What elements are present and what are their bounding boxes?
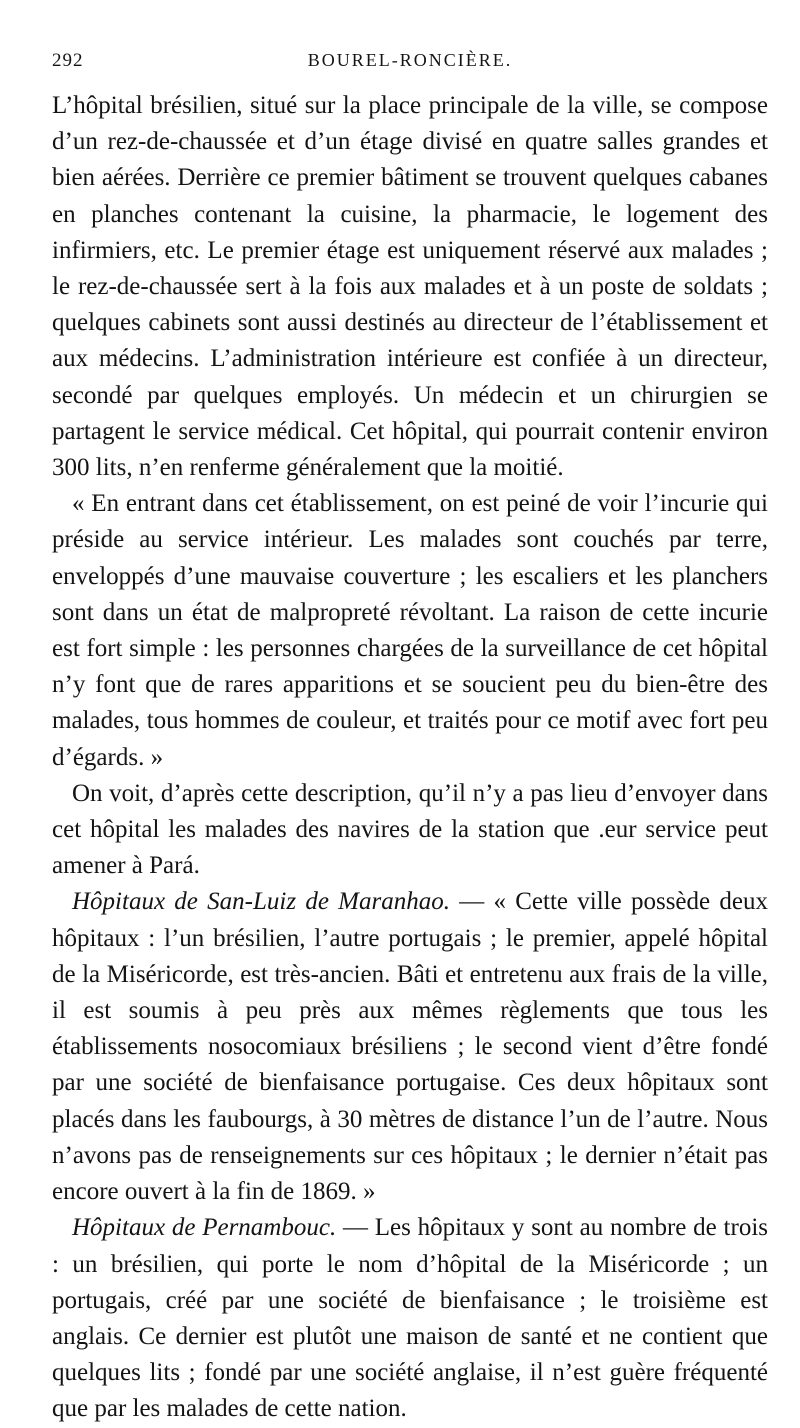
body-text (52, 88, 768, 1428)
paragraph (52, 88, 768, 486)
paragraph (52, 1210, 768, 1427)
paragraph-text: « En entrant dans cet établissement, on est peiné de voir l’incurie qui préside au service intérieur. Les malades sont couchés par terre, enveloppés d’une mauvaise couverture ; les escaliers et les planchers sont dans un état de malpropreté révoltant. La raison de cette incurie est fort simple : les personnes chargées de la surveillance de cet hôpital n’y font que de rares apparitions et se soucient peu du bien-être des malades, tous hommes de couleur, et traités pour ce motif avec fort peu d’égards. » (52, 490, 768, 771)
paragraph (52, 486, 768, 776)
paragraph-text: — « Cette ville possède deux hôpitaux : l’un brésilien, l’autre portugais ; le premier, appelé hôpital de la Miséricorde, est très-ancien. Bâti et entretenu aux frais de la ville, il est soumis à peu près aux mêmes règlements que tous les établissements nosocomiaux brésiliens ; le second vient d’être fondé par une société de bienfaisance portugaise. Ces deux hôpitaux sont placés dans les faubourgs, à 30 mètres de distance l’un de l’autre. Nous n’avons pas de renseignements sur ces hôpitaux ; le dernier n’était pas encore ouvert à la fin de 1869. » (52, 888, 768, 1206)
page-number: 292 (52, 50, 84, 71)
page-header (52, 50, 768, 78)
paragraph-text: L’hôpital brésilien, situé sur la place principale de la ville, se compose d’un rez-de-chaussée et d’un étage divisé en quatre salles grandes et bien aérées. Derrière ce premier bâtiment se trouvent quelques cabanes en planches contenant la cuisine, la pharmacie, le logement des infirmiers, etc. Le premier étage est uniquement réservé aux malades ; le rez-de-chaussée sert à la fois aux malades et à un poste de soldats ; quelques cabinets sont aussi destinés au directeur de l’établissement et aux médecins. L’administration intérieure est confiée à un directeur, secondé par quelques employés. Un médecin et un chirurgien se partagent le service médical. Cet hôpital, qui pourrait contenir environ 300 lits, n’en renferme généralement que la moitié. (52, 92, 768, 482)
paragraph-text: — Les hôpitaux y sont au nombre de trois : un brésilien, qui porte le nom d’hôpital de la Miséricorde ; un portugais, créé par une société de bienfaisance ; le troisième est anglais. Ce dernier est plutôt une maison de santé et ne contient que quelques lits ; fondé par une société anglaise, il n’est guère fréquenté que par les malades de cette nation. (52, 1214, 768, 1423)
paragraph (52, 884, 768, 1210)
section-heading: Hôpitaux de Pernambouc. (72, 1214, 337, 1242)
section-heading: Hôpitaux de San-Luiz de Maranhao. (72, 888, 450, 916)
running-title: BOUREL-RONCIÈRE. (307, 50, 513, 70)
paragraph-text: On voit, d’après cette description, qu’il n’y a pas lieu d’envoyer dans cet hôpital les malades des navires de la station que .eur service peut amener à Pará. (52, 779, 768, 880)
paragraph (52, 776, 768, 885)
book-page (52, 50, 768, 1428)
